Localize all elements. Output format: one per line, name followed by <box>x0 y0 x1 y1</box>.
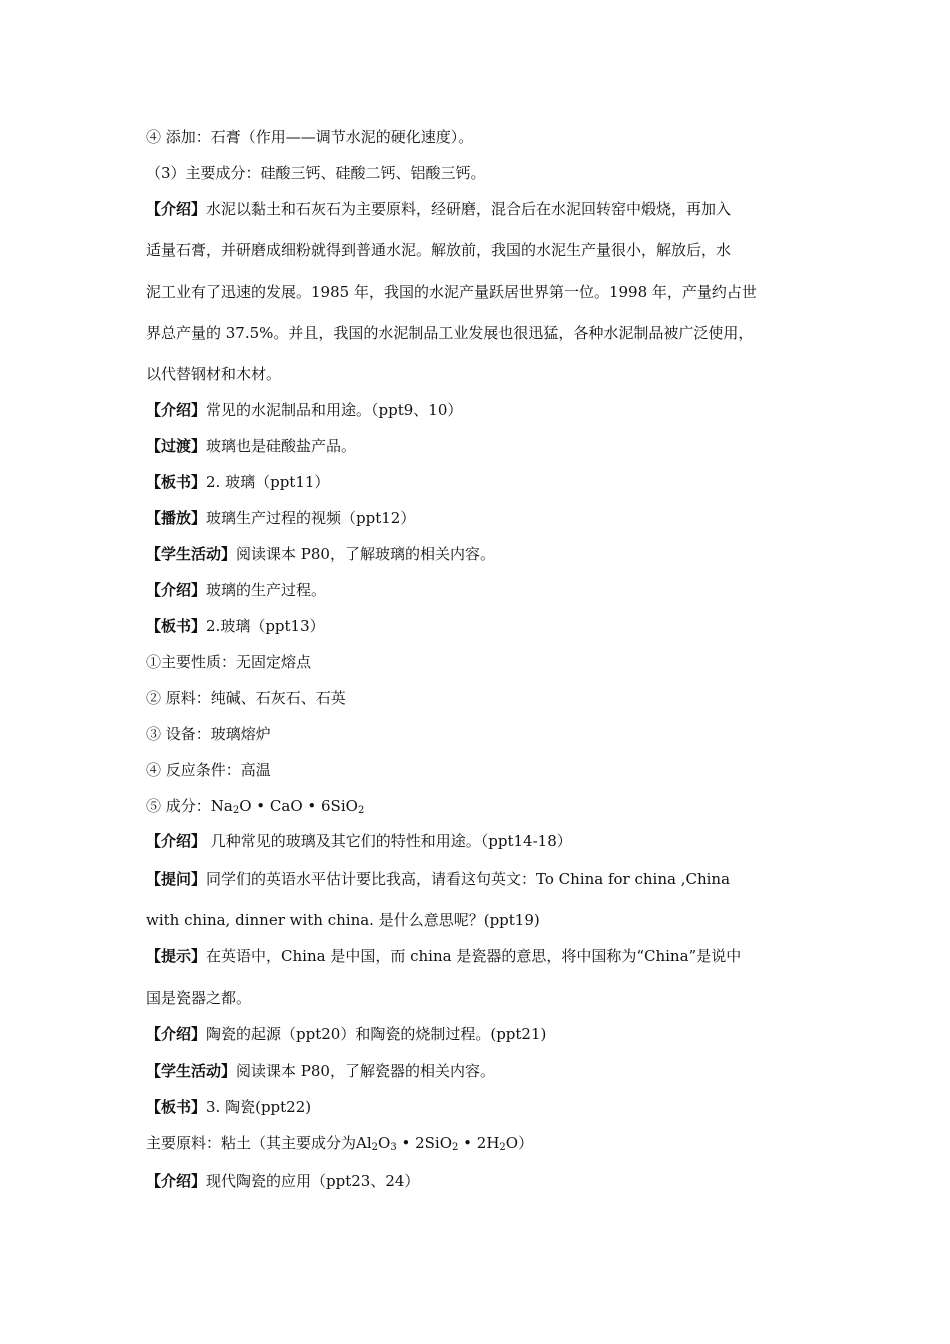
list-item <box>146 796 364 816</box>
section-tag: 【板书】 <box>146 1098 207 1116</box>
text-line <box>146 1061 495 1081</box>
line-text: 水泥以黏土和石灰石为主要原料，经研磨，混合后在水泥回转窑中煅烧，再加入 <box>206 200 732 218</box>
line-text: ③ 设备：玻璃熔炉 <box>146 725 271 743</box>
paragraph-line <box>146 364 281 384</box>
text-line <box>146 544 495 564</box>
line-text: 主要原料：粘土（其主要成分为 <box>146 1134 357 1152</box>
text-line <box>146 508 415 528</box>
line-text: 阅读课本 P80，了解玻璃的相关内容。 <box>236 545 495 563</box>
glass-formula: $Na_2O$ • CaO • 6SiO$_2$ <box>210 797 365 816</box>
section-tag: 【介绍】 <box>146 1172 207 1190</box>
paragraph-line <box>146 988 251 1008</box>
line-text: ④ 反应条件：高温 <box>146 761 271 779</box>
line-text: 常见的水泥制品和用途。（ppt9、10） <box>206 401 463 419</box>
paragraph-line <box>146 910 540 930</box>
line-text: 几种常见的玻璃及其它们的特性和用途。（ppt14-18） <box>206 832 572 850</box>
text-line <box>146 580 326 600</box>
line-text: ② 原料：纯碱、石灰石、石英 <box>146 689 346 707</box>
text-line <box>146 163 486 183</box>
line-text: 现代陶瓷的应用（ppt23、24） <box>206 1172 420 1190</box>
text-line <box>146 1024 546 1044</box>
line-text: 陶瓷的起源（ppt20）和陶瓷的烧制过程。(ppt21) <box>206 1025 547 1043</box>
section-tag: 【板书】 <box>146 473 207 491</box>
line-text: ④ 添加：石膏（作用——调节水泥的硬化速度）。 <box>146 128 474 146</box>
text-line <box>146 436 356 456</box>
line-text: 同学们的英语水平估计要比我高，请看这句英文：To China for china ,China <box>206 870 731 888</box>
list-item <box>146 688 346 708</box>
line-text: ①主要性质：无固定熔点 <box>146 653 312 671</box>
clay-formula: $Al_2O_3$ • 2SiO$_2$ • $2H_2O$） <box>356 1134 534 1153</box>
section-tag: 【播放】 <box>146 509 207 527</box>
paragraph-line <box>146 323 753 343</box>
text-line <box>146 616 325 636</box>
paragraph-line <box>146 946 741 966</box>
text-line <box>146 127 473 147</box>
section-tag: 【介绍】 <box>146 401 207 419</box>
text-line <box>146 1097 311 1117</box>
line-text: 国是瓷器之都。 <box>146 989 252 1007</box>
section-tag: 【过渡】 <box>146 437 207 455</box>
section-tag: 【学生活动】 <box>146 545 237 563</box>
section-tag: 【板书】 <box>146 617 207 635</box>
section-tag: 【提示】 <box>146 947 207 965</box>
section-tag: 【介绍】 <box>146 581 207 599</box>
text-line <box>146 831 572 851</box>
text-line <box>146 472 329 492</box>
text-line <box>146 1133 533 1153</box>
section-tag: 【学生活动】 <box>146 1062 237 1080</box>
list-item <box>146 652 311 672</box>
list-item <box>146 760 271 780</box>
line-text: 玻璃生产过程的视频（ppt12） <box>206 509 416 527</box>
line-text: 2. 玻璃（ppt11） <box>206 473 330 491</box>
line-text: 3. 陶瓷(ppt22) <box>206 1098 312 1116</box>
section-tag: 【介绍】 <box>146 832 207 850</box>
line-text: 2.玻璃（ppt13） <box>206 617 325 635</box>
line-text: 玻璃也是硅酸盐产品。 <box>206 437 357 455</box>
line-text: （3）主要成分：硅酸三钙、硅酸二钙、铝酸三钙。 <box>146 164 486 182</box>
section-tag: 【介绍】 <box>146 200 207 218</box>
line-text: 以代替钢材和木材。 <box>146 365 282 383</box>
list-item <box>146 724 271 744</box>
text-line <box>146 400 462 420</box>
line-text: 适量石膏，并研磨成细粉就得到普通水泥。解放前，我国的水泥生产量很小，解放后，水 <box>146 241 732 259</box>
line-text: 界总产量的 37.5%。并且，我国的水泥制品工业发展也很迅猛，各种水泥制品被广泛使用， <box>146 324 754 342</box>
text-line <box>146 1171 419 1191</box>
line-text: 玻璃的生产过程。 <box>206 581 327 599</box>
section-tag: 【介绍】 <box>146 1025 207 1043</box>
line-text: 在英语中，China 是中国，而 china 是瓷器的意思，将中国称为“China”是说中 <box>206 947 742 965</box>
line-text: ⑤ 成分： <box>146 797 211 815</box>
line-text: 阅读课本 P80，了解瓷器的相关内容。 <box>236 1062 495 1080</box>
paragraph-line <box>146 240 731 260</box>
line-text: with china, dinner with china. 是什么意思呢？(ppt19) <box>146 911 540 929</box>
paragraph-line <box>146 869 730 889</box>
line-text: 泥工业有了迅速的发展。1985 年，我国的水泥产量跃居世界第一位。1998 年，产量约占世 <box>146 283 757 301</box>
section-tag: 【提问】 <box>146 870 207 888</box>
paragraph-line <box>146 199 731 219</box>
paragraph-line <box>146 282 757 302</box>
